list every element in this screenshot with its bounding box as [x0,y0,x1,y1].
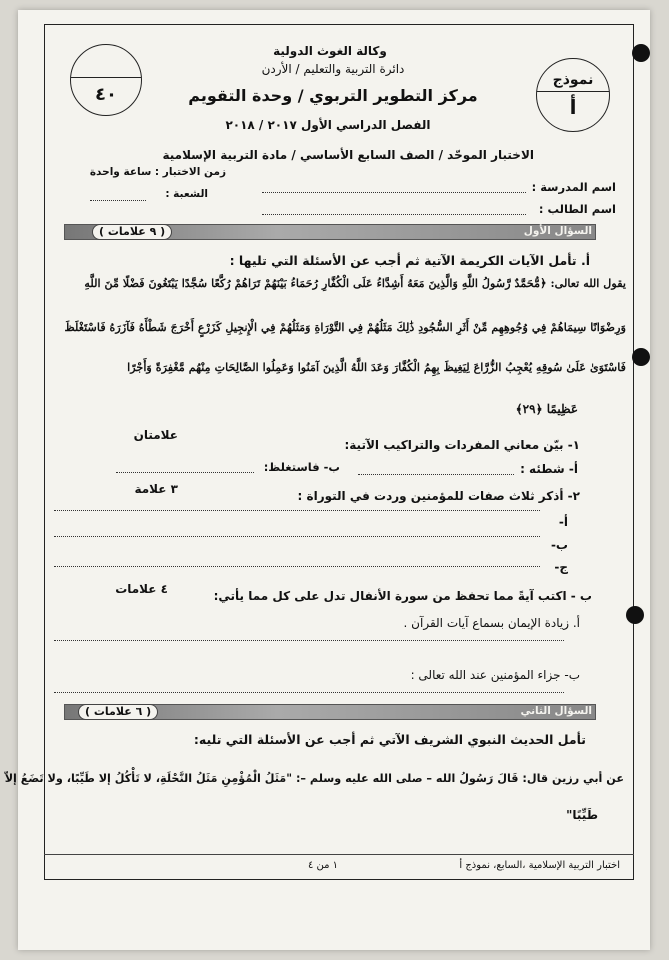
q1-pb-a-blank[interactable] [54,640,564,641]
section-blank[interactable] [90,200,146,201]
section-label: الشعبة : [165,188,208,200]
school-blank[interactable] [262,192,526,193]
verse-line-3: فَاسْتَوَىٰ عَلَىٰ سُوقِهِ يُعْجِبُ الزُّرَّاعَ لِيَغِيظَ بِهِمُ الْكُفَّارَ وَعَدَ اللَّهُ الَّذِينَ آمَنُوا وَعَمِلُوا الصَّالِحَاتِ مِنْهُم مَّغْفِرَةً وَأَجْرًا [127,360,626,374]
question1-title: السؤال الأول [523,225,592,237]
q1-part-b: ب - اكتب آيةً مما تحفظ من سورة الأنفال تدل على كل مما يأتي: [213,589,592,603]
q1-sub2-blank-c[interactable] [54,566,540,567]
q1-sub1-b: ب- فاستغلظ: [263,460,340,474]
q1-sub2-item-c: ج- [554,560,568,574]
page-number: ١ من ٤ [307,860,339,871]
q1-sub2-item-b: ب- [550,538,568,552]
score-oval [70,44,142,116]
student-label: اسم الطالب : [538,202,616,216]
exam-sheet [4,10,650,950]
school-label: اسم المدرسة : [531,180,616,194]
exam-time: زمن الاختبار : ساعة واحدة [89,166,226,178]
model-letter: أ [569,94,577,119]
question2-marks: ( ٦ علامات ) [78,704,158,720]
punch-hole [632,348,650,366]
verse-line-2: وَرِضْوَانًا سِيمَاهُمْ فِي وُجُوهِهِم مِّنْ أَثَرِ السُّجُودِ ذَٰلِكَ مَثَلُهُمْ فِي التَّوْرَاةِ وَمَثَلُهُمْ فِي الْإِنجِيلِ كَزَرْعٍ أَخْرَجَ شَطْأَهُ فَآزَرَهُ فَاسْتَغْلَظَ [64,320,626,334]
hadith-line-1: عن أبي رزين قال: قَالَ رَسُولُ الله – صلى الله عليه وسلم –: "مَثَلُ الْمُؤْمِنِ مَثَلُ النَّحْلَةِ، لا تَأْكُلُ إلا طَيِّبًا، ولا تَضَعُ إلاّ [4,772,624,785]
q1-sub2-marks: ٣ علامة [134,482,178,496]
q1-sub1-a-blank[interactable] [358,474,514,475]
center-name: مركز التطوير التربوي / وحدة التقويم [188,86,478,105]
agency-name: وكالة الغوث الدولية [273,44,387,58]
q1-sub2: ٢- أذكر ثلاث صفات للمؤمنين وردت في التوراة : [297,489,580,503]
student-blank[interactable] [262,214,526,215]
q1-pb-a: أ. زيادة الإيمان بسماع آيات القرآن . [403,616,580,630]
q1-sub2-blank-b[interactable] [54,536,540,537]
q1-sub1-marks: علامتان [133,428,178,442]
verse-line-4: عَظِيمًا ﴿٢٩﴾ [515,402,578,416]
model-oval [536,58,610,132]
q1-sub1-a: أ- شطئه : [520,462,578,476]
term-title: الفصل الدراسي الأول ٢٠١٧ / ٢٠١٨ [225,118,431,132]
punch-hole [632,44,650,62]
q1-sub1-b-blank[interactable] [116,472,254,473]
punch-hole [626,606,644,624]
q1-sub2-item-a: أ- [558,515,568,529]
question2-title: السؤال الثاني [520,705,592,717]
model-label: نموذج [552,71,594,88]
footer-divider [44,854,634,855]
q2-intro: تأمل الحديث النبوي الشريف الآتي ثم أجب عن الأسئلة التي تليه: [193,732,586,747]
footer-label: اختبار التربية الإسلامية ،السابع، نموذج أ [459,860,620,871]
department-name: دائرة التربية والتعليم / الأردن [261,62,405,76]
question1-marks: ( ٩ علامات ) [92,224,172,240]
q1-pb-b-blank[interactable] [54,692,564,693]
q1-pb-b: ب- جزاء المؤمنين عند الله تعالى : [410,668,580,682]
exam-title: الاختبار الموحّد / الصف السابع الأساسي / مادة التربية الإسلامية [162,148,534,162]
q1-part-b-marks: ٤ علامات [115,582,168,596]
score-value: ٤٠ [95,84,117,105]
q1-part-a: أ. تأمل الآيات الكريمة الآتية ثم أجب عن الأسئلة التي تليها : [229,253,590,268]
q1-sub1: ١- بيّن معاني المفردات والتراكيب الآتية: [344,438,580,452]
hadith-line-2: طَيِّبًا" [566,808,598,822]
verse-line-1: يقول الله تعالى: ﴿مُّحَمَّدٌ رَّسُولُ اللَّهِ وَالَّذِينَ مَعَهُ أَشِدَّاءُ عَلَى الْكُفَّارِ رُحَمَاءُ بَيْنَهُمْ تَرَاهُمْ رُكَّعًا سُجَّدًا يَبْتَغُونَ فَضْلًا مِّنَ اللَّهِ [84,276,626,290]
q1-sub2-blank-a[interactable] [54,510,540,511]
